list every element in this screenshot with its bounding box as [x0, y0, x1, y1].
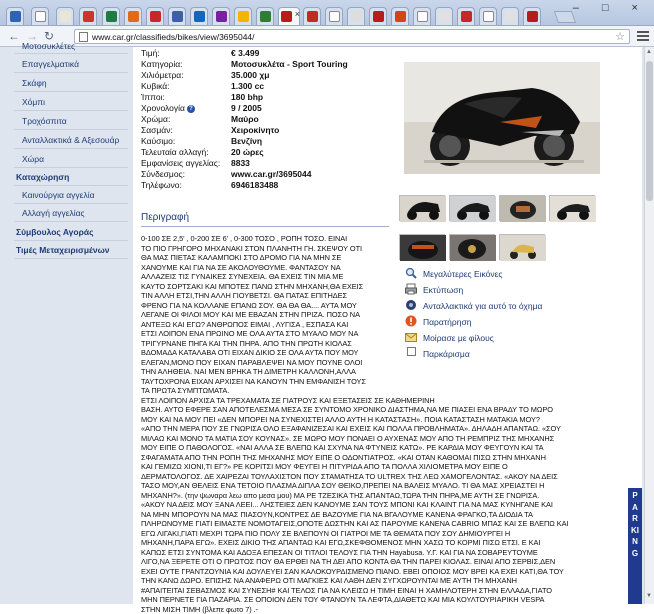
spec-label: Τηλέφωνο:	[141, 180, 182, 190]
main-photo[interactable]	[404, 62, 600, 174]
spec-year-label	[141, 103, 195, 113]
tab-favicon-icon	[35, 11, 46, 22]
browser-tab[interactable]	[256, 7, 274, 25]
description-line: ΕΛΕΓΑΝ,ΜΟΝΟ ΠΟΥ ΕΙΧΑΝ ΠΑΡΑΒΛΕΨΕΙ ΝΑ ΜΟΥ ΠΟΥΝΕ ΟΛΟΙ	[141, 358, 391, 368]
description-line: ΠΛΗΡΩΝΟΥΜΕ ΓΙΑΤΙ ΕΙΜΑΣΤΕ ΝΟΜΟΤΑΓΕΙΣ,ΟΠΟΤΕ ΔΩΣΤΗΝ ΚΑΙ ΑΣ ΠΑΡΟΥΜΕ ΚΑΝΕΝΑ CABRIO ΜΠΑΣ ΚΑΙ ΣΕ ΒΛΕΠΩ ΚΑΙ	[141, 519, 639, 529]
description-line: ΤΑΥΤΟΧΡΟΝΑ ΕΙΧΑΝ ΑΡΧΙΣΕΙ ΝΑ ΚΑΝΟΥΝ ΤΗΝ ΕΜΦΑΝΙΣΗ ΤΟΥΣ	[141, 377, 391, 387]
page-viewport	[0, 47, 644, 604]
browser-tab[interactable]	[124, 7, 142, 25]
motorcycle-thumbnail-image	[550, 196, 596, 222]
photo-thumbnail[interactable]	[499, 195, 545, 221]
spec-label: Σύνδεσμος:	[141, 169, 185, 179]
description-line: ΜΙΛΑΩ ΚΑΙ ΜΟΝΟ ΤΑ ΜΑΤΙΑ ΣΟΥ ΚΟΥΝΑΣ». ΣΕ ΜΩΡΟ ΜΟΥ ΠΟΝΑΕΙ Ο ΑΥΧΕΝΑΣ ΜΟΥ ΑΠΟ ΤΗ ΡΕΜΠΡΙΖ ΤΗΣ ΜΗΧΑΝΗΣ	[141, 434, 639, 444]
scroll-up-icon[interactable]: ▲	[646, 49, 652, 55]
description-line: ΝΑ ΜΗΝ ΜΠΟΡΟΥΝ ΝΑ ΜΑΣ ΠΙΑΣΟΥΝ,ΚΟΝΤΡΕΣ ΔΕ ΒΑΖΟΥΜΕ ΓΙΑ ΝΑ ΒΓΑΛΟΥΜΕ ΚΑΝΕΝΑ ΦΡΑΓΚΟ,ΤΑ ΔΙΟΔΙΑ ΤΑ	[141, 510, 639, 520]
photo-thumbnail[interactable]	[549, 195, 595, 221]
description-title: Περιγραφή	[141, 212, 189, 223]
parking-tab-label: PARKING	[631, 490, 639, 559]
sidebar-item-new-listing[interactable]: Καινούργια αγγελία	[22, 190, 95, 200]
browser-tab[interactable]	[479, 7, 497, 25]
larger-images-link[interactable]: Μεγαλύτερες Εικόνες	[423, 269, 503, 279]
browser-tab[interactable]	[146, 7, 164, 25]
spec-views-value: 8833	[231, 158, 250, 168]
page-icon	[79, 32, 88, 42]
spec-color-value: Μαύρο	[231, 114, 259, 124]
browser-tab[interactable]	[435, 7, 453, 25]
description-line: ΜΗΧΑΝΗ?». (την ψωναρα λεω απο μεσα μου) ΜΑ ΡΕ ΤΖΕΣΙΚΑ ΤΗΣ ΑΠΑΝΤΑΩ,ΤΩΡΑ ΤΗΝ ΠΗΡΑ,ΜΕ ΑΥΤΗ ΣΕ ΓΝΩΡΙΣΑ.	[141, 491, 639, 501]
scroll-down-icon[interactable]: ▼	[646, 593, 652, 599]
sidebar-item-country[interactable]: Χώρα	[22, 154, 44, 164]
browser-tab[interactable]	[501, 7, 519, 25]
tab-favicon-icon	[194, 11, 205, 22]
parking-checkbox-label[interactable]: Παρκάρισμα	[423, 349, 470, 359]
tab-favicon-icon	[216, 11, 227, 22]
tab-favicon-icon	[373, 11, 384, 22]
description-line: ΤΗΝ ΚΑΝΩ ΔΩΡΟ. ΕΠΙΣΗΣ ΝΑ ΑΝΑΦΕΡΩ ΟΤΙ ΜΑΓΚΙΕΣ ΚΑΙ ΛΑΘΗ ΔΕΝ ΣΥΓΧΩΡΟΥΝΤΑΙ ΜΕ ΑΥΤΗ ΤΗ ΜΗΧΑΝΗ	[141, 576, 639, 586]
spec-label: Τιμή:	[141, 48, 160, 58]
page-scrollbar[interactable]	[644, 47, 654, 604]
spec-category-value: Μοτοσυκλέτα - Sport Touring	[231, 59, 348, 69]
spec-price-value: € 3.499	[231, 48, 259, 58]
browser-tab[interactable]	[369, 7, 387, 25]
description-line: ΤΟ ΠΙΟ ΓΡΗΓΟΡΟ ΜΗΧΑΝΑΚΙ ΣΤΟΝ ΠΛΑΝΗΤΗ ΓΗ. ΣΚΕΨΟΥ ΟΤΙ	[141, 244, 391, 254]
sidebar-item-boats[interactable]: Σκάφη	[22, 78, 47, 88]
spec-fuel-value: Βενζίνη	[231, 136, 262, 146]
browser-toolbar	[0, 26, 654, 47]
description-line: ΧΑΝΟΥΜΕ ΚΑΙ ΓΙΑ ΝΑ ΣΕ ΑΚΟΛΟΥΘΟΥΜΕ. ΦΑΝΤΑΣΟΥ ΝΑ	[141, 263, 391, 273]
description-line: ΤΗΝ ΑΛΗΘΕΙΑ. ΝΑΙ ΜΕΝ ΒΡΗΚΑ ΤΗ ΔΙΜΕΤΡΗ ΚΑΛΛΟΝΗ,ΑΛΛΑ	[141, 367, 391, 377]
browser-tab[interactable]	[6, 7, 24, 25]
description-line: ΤΙΝ ΑΛΛΗ ΕΤΣΙ,ΤΗΝ ΑΛΛΗ ΓΙΟΥΒΕΤΣΙ. ΘΑ ΠΑΤΑΣ ΕΠΙΤΗΔΕΣ	[141, 291, 391, 301]
tab-favicon-icon	[439, 11, 450, 22]
spec-label: Κυβικά:	[141, 81, 170, 91]
tab-favicon-icon	[329, 11, 340, 22]
description-line: ΘΑ ΜΑΣ ΠΙΕΤΑΣ ΚΑΛΑΜΠΟΚΙ ΣΤΟ ΔΡΟΜΟ ΓΙΑ ΝΑ ΜΗΝ ΣΕ	[141, 253, 391, 263]
spec-label: Ίπποι:	[141, 92, 165, 102]
sidebar-divider	[14, 110, 128, 111]
sidebar-item-hobby[interactable]: Χόμπι	[22, 97, 45, 107]
tab-favicon-icon	[527, 11, 538, 22]
motorcycle-photo-image	[404, 62, 600, 174]
browser-tab[interactable]	[457, 7, 475, 25]
sidebar-item-bikes[interactable]: Μοτοσυκλέτες	[22, 41, 75, 51]
sidebar-link-buying-advisor[interactable]: Σύμβουλος Αγοράς	[16, 227, 94, 237]
bookmark-star-icon[interactable]: ☆	[615, 30, 625, 43]
spec-label: Καύσιμο:	[141, 136, 175, 146]
sidebar-divider	[14, 203, 128, 204]
tab-favicon-icon	[461, 11, 472, 22]
description-line: ΕΤΣΙ ΛΟΙΠΟΝ ΕΝΑ ΠΡΩΙΝΟ ΜΕ ΟΛΑ ΑΥΤΑ ΣΤΟ ΜΥΑΛΟ ΜΟΥ ΝΑ	[141, 329, 391, 339]
spec-label: Χιλιόμετρα:	[141, 70, 184, 80]
description-line: ΣΤΗΝ ΜΙΣΗ ΤΙΜΗ (βλεπε φωτο 7) .-	[141, 605, 639, 614]
browser-tab[interactable]	[102, 7, 120, 25]
address-bar-url[interactable]: www.car.gr/classifieds/bikes/view/3695044/	[92, 32, 255, 42]
spec-gearbox-value: Χειροκίνητο	[231, 125, 279, 135]
description-line: ΚΑΙ ΓΕΜΙΖΩ ΧΙΟΝΙ,ΤΙ ΕΓ?» ΡΕ ΚΟΡΙΤΣΙ ΜΟΥ ΦΕΥΓΕΙ Η ΠΙΤΥΡΙΔΑ ΑΠΟ ΤΑ ΠΟΛΛΑ ΧΙΛΙΟΜΕΤΡΑ ΜΟΥ ΕΙΠΕ Ο	[141, 462, 639, 472]
browser-tab[interactable]	[190, 7, 208, 25]
browser-tab[interactable]	[325, 7, 343, 25]
description-line: ΤΡΙΓΥΡΝΑΝΕ ΠΗΓΑ ΚΑΙ ΤΗΝ ΠΗΡΑ. ΑΠΟ ΤΗΝ ΠΡΩΤΗ ΚΙΟΛΑΣ	[141, 339, 391, 349]
sidebar-divider	[14, 53, 128, 54]
spec-cc-value: 1.300 cc	[231, 81, 264, 91]
sidebar	[0, 47, 130, 604]
sidebar-divider	[14, 91, 128, 92]
description-line: ΛΙΓΟ,ΝΑ ΞΕΡΕΤΕ ΟΤΙ Ο ΠΡΩΤΟΣ ΠΟΥ ΘΑ ΕΡΘΕΙ ΝΑ ΤΗ ΔΕΙ ΑΠΟ ΚΟΝΤΑ ΘΑ ΤΗΝ ΠΑΡΕΙ ΚΙΟΛΑΣ. ΕΙΝΑΙ ΑΠΟ ΣΕΡΒΙΣ,ΔΕΝ	[141, 557, 639, 567]
browser-tab[interactable]	[234, 7, 252, 25]
description-line: ΒΔΟΜΑΔΑ ΚΑΤΑΛΑΒΑ ΟΤΙ ΕΙΧΑΝ ΔΙΚΙΟ ΣΕ ΟΛΑ ΑΥΤΑ ΠΟΥ ΜΟΥ	[141, 348, 391, 358]
browser-tab[interactable]	[347, 7, 365, 25]
tab-favicon-icon	[483, 11, 494, 22]
description-line: ΛΕΓΑΝΕ ΟΙ ΦΙΛΟΙ ΜΟΥ ΚΑΙ ΜΕ ΕΒΑΖΑΝ ΣΤΗΝ ΠΡΙΖΑ. ΠΟΣΟ ΝΑ	[141, 310, 391, 320]
description-line: ΕΤΣΙ ΛΟΙΠΟΝ ΑΡΧΙΣΑ ΤΑ ΤΡΕΧΑΜΑΤΑ ΣΕ ΓΙΑΤΡΟΥΣ ΚΑΙ ΕΞΕΤΑΣΕΙΣ ΣΕ ΚΑΘΗΜΕΡΙΝΗ	[141, 396, 639, 406]
description-line: 0-100 ΣΕ 2,5' , 0-200 ΣΕ 6' , 0-300 ΤΟΣΟ , ΡΟΠΗ ΤΟΣΟ. ΕΙΝΑΙ	[141, 234, 391, 244]
spec-phone-value: 6946183488	[231, 180, 278, 190]
browser-menu-icon[interactable]	[637, 30, 649, 42]
tab-favicon-icon	[10, 11, 21, 22]
sidebar-item-caravans[interactable]: Τροχόσπιτα	[22, 116, 67, 126]
description-line: ΤΑΣΟ ΜΟΥ,ΑΝ ΘΕΛΕΙΣ ΕΝΑ ΤΕΤΟΙΟ ΠΛΑΣΜΑ ΔΙΠΛΑ ΣΟΥ ΘΕΙΚΟ,ΠΡΕΠΕΙ ΝΑ ΒΑΛΕΙΣ ΜΥΑΛΟ. ΤΙ ΘΑ ΜΑΣ ΧΡΕΙΑΣΤΕΙ Η	[141, 481, 639, 491]
tab-favicon-icon	[395, 11, 406, 22]
spec-label: Εμφανίσεις αγγελίας:	[141, 158, 220, 168]
browser-tab[interactable]	[56, 7, 74, 25]
tab-favicon-icon	[172, 11, 183, 22]
description-line: ΑΛΛΑΖΕΙΣ ΤΙΣ ΓΥΝΑΙΚΕΣ ΣΥΝΕΧΕΙΑ. ΘΑ ΕΧΕΙΣ ΤΙΝ ΜΙΑ ΜΕ	[141, 272, 391, 282]
reload-icon[interactable]: ↻	[44, 29, 54, 43]
photo-thumbnail[interactable]	[449, 195, 495, 221]
tab-favicon-icon	[260, 11, 271, 22]
sidebar-divider	[14, 185, 128, 186]
description-line: ΕΧΕΙ ΟΥΤΕ ΓΡΑΝΤΖΟΥΝΙΑ ΚΑΙ ΔΟΥΛΕΥΕΙ ΣΑΝ ΚΑΛΟΚΟΥΡΔΙΣΜΕΝΟ ΠΙΑΝΟ. ΕΒΕΙ ΟΠΟΙΟΣ ΜΟΥ ΒΡΕΙ ΚΑ ΕΧΕΙ ΚΑΤΙ,ΘΑ ΤΟΥ	[141, 567, 639, 577]
spec-link-value[interactable]: www.car.gr/3695044	[231, 169, 312, 179]
sidebar-divider	[14, 258, 128, 259]
parking-side-tab[interactable]	[628, 488, 642, 604]
description-line: ΜΟΥ ΕΙΠΕ Ο ΠΑΘΟΛΟΓΟΣ. «ΝΑΙ ΑΛΛΑ ΣΕ ΒΛΕΠΩ ΚΑΙ ΣΧΥΝΑ ΝΑ ΦΤΥΝΕΙΣ ΚΑΤΩ». ΡΕ ΚΑΡΔΙΑ ΜΟΥ ΦΕΥΓΟΥΝ ΚΑΙ ΤΑ	[141, 443, 639, 453]
tab-favicon-icon	[238, 11, 249, 22]
back-icon[interactable]: ←	[8, 29, 20, 43]
browser-tab[interactable]	[303, 7, 321, 25]
description-line: ΚΑΥΤΟ ΣΟΡΤΣΑΚΙ ΚΑΙ ΜΠΟΤΕΣ ΠΑΝΩ ΣΤΗΝ ΜΗΧΑΝΗ,ΘΑ ΕΧΕΙΣ	[141, 282, 391, 292]
browser-tab[interactable]	[212, 7, 230, 25]
motorcycle-thumbnail-image	[500, 196, 546, 222]
sidebar-item-edit-listing[interactable]: Αλλαγή αγγελίας	[22, 208, 85, 218]
photo-thumbnail[interactable]	[399, 195, 445, 221]
tab-favicon-icon	[505, 11, 516, 22]
parts-for-vehicle-link[interactable]: Ανταλλακτικά για αυτό το όχημα	[423, 301, 542, 311]
spec-mileage-value: 35.000 χμ	[231, 70, 269, 80]
description-line: ΣΦΑΓΑΜΑΤΑ ΑΠΟ ΤΗΝ ΡΟΠΗ ΤΗΣ ΜΗΧΑΝΗΣ ΜΟΥ ΕΙΠΕ Ο ΟΔΟΝΤΙΑΤΡΟΣ. «ΚΑΙ ΟΤΑΝ ΚΑΘΟΜΑΙ ΠΙΣΩ ΣΤΗΝ ΜΗΧΑΝΗ	[141, 453, 639, 463]
sidebar-divider	[14, 72, 128, 73]
description-line: ΔΕΡΜΑΤΟΛΟΓΟΣ. ΔΕ ΧΑΙΡΕΖΑΙ ΤΟΥΛΑΧΙΣΤΟΝ ΠΟΥ ΣΤΑΜΑΤΗΣΑ ΤΟ ULTREX ΤΗΣ ΛΕΩ ΧΑΜΟΓΕΛΟΝΤΑΣ. «ΑΚΟΥ ΝΑ ΔΕΙΣ	[141, 472, 639, 482]
tab-favicon-icon	[83, 11, 94, 22]
spec-label: Σασμάν:	[141, 125, 173, 135]
description-line: #ΑΠΑΙΤΕΙΤΑΙ ΣΕΒΑΣΜΟΣ ΚΑΙ ΣΥΝΕΣΗ# ΚΑΙ ΤΕΛΟΣ ΓΙΑ ΝΑ ΚΛΕΙΣΩ Η ΤΙΜΗ ΕΙΝΑΙ Η ΧΑΜΗΛΟΤΕΡΗ ΣΤΗΝ ΕΛΛΑΔΑ,ΓΙΑΤΟ	[141, 586, 639, 596]
description-line: ΜΗΝ ΠΕΡΝΕΤΕ ΓΙΑ ΠΑΖΑΡΙΑ. ΣΕ ΟΠΟΙΟΝ ΔΕΝ ΤΟΥ ΦΤΑΝΟΥΝ ΤΑ ΛΕΦΤΑ,ΔΙΑΘΕΤΩ ΚΑΙ ΜΙΑ ΚΟΥΛΤΟΥΡΙΑΡΙΚΗ VESPA	[141, 595, 639, 605]
sidebar-divider	[14, 129, 128, 130]
description-line: «ΑΠΟ ΤΗΝ ΜΕΡΑ ΠΟΥ ΣΕ ΓΝΩΡΙΣΑ ΟΛΟ ΕΞΑΦΑΝΙΖΕΣΑΙ ΚΑΙ ΕΧΕΙΣ ΚΑΙ ΠΟΛΛΑ ΠΡΟΒΛΗΜΑΤΑ». ΔΗΛΑΔΗ ΑΠΑΝΤΑΩ. «ΣΟΥ	[141, 424, 639, 434]
browser-tab[interactable]	[31, 7, 49, 25]
description-line: ΒΑΣΗ. ΑΥΤΟ ΕΦΕΡΕ ΣΑΝ ΑΠΟΤΕΛΕΣΜΑ ΜΕΣΑ ΣΕ ΣΥΝΤΟΜΟ ΧΡΟΝΙΚΟ ΔΙΑΣΤΗΜΑ,ΝΑ ΜΕ ΠΙΑΣΕΙ ΕΝΑ ΒΡΑΔΥ ΤΟ ΜΩΡΟ	[141, 405, 639, 415]
description-divider	[141, 226, 389, 227]
window-controls[interactable]: – □ ×	[573, 2, 648, 14]
tab-favicon-icon	[150, 11, 161, 22]
spec-year-value: 9 / 2005	[231, 103, 262, 113]
tab-favicon-icon	[281, 11, 292, 22]
sidebar-divider	[14, 167, 128, 168]
sidebar-divider	[14, 148, 128, 149]
browser-tab[interactable]	[523, 7, 541, 25]
report-link[interactable]: Παρατήρηση	[423, 317, 471, 327]
tab-favicon-icon	[60, 11, 71, 22]
browser-tab-active[interactable]	[278, 7, 300, 25]
share-with-friends-link[interactable]: Μοίρασε με φίλους	[423, 333, 494, 343]
browser-tab[interactable]	[391, 7, 409, 25]
sidebar-link-used-prices[interactable]: Τιμές Μεταχειρισμένων	[16, 245, 110, 255]
sidebar-divider	[14, 240, 128, 241]
description-line: ΑΝΤΕΞΩ ΚΑΙ ΕΓΩ? ΑΝΘΡΩΠΟΣ ΕΙΜΑΙ , ΛΥΓΙΣΑ , ΕΣΠΑΣΑ ΚΑΙ	[141, 320, 391, 330]
sidebar-divider	[14, 221, 128, 222]
browser-tab[interactable]	[79, 7, 97, 25]
description-line: ΚΑΠΩΣ ΕΤΣΙ ΣΥΝΤΟΜΑ ΚΑΙ ΑΔΟΞΑ ΕΠΕΣΑΝ ΟΙ ΤΙΤΛΟΙ ΤΕΛΟΥΣ ΓΙΑ ΤΗΝ Hayabusa. Υ.Γ. ΚΑΙ ΓΙΑ ΝΑ ΣΟΒΑΡΕΥΤΟΥΜΕ	[141, 548, 639, 558]
scrollbar-thumb[interactable]	[646, 61, 653, 201]
spec-last-change-value: 20 ώρες	[231, 147, 264, 157]
sidebar-item-professional[interactable]: Επαγγελματικά	[22, 59, 79, 69]
description-text	[141, 234, 639, 614]
tab-favicon-icon	[106, 11, 117, 22]
spec-label: Χρονολογία	[141, 103, 185, 113]
forward-icon[interactable]: →	[26, 29, 38, 43]
spec-label: Χρώμα:	[141, 114, 170, 124]
tab-favicon-icon	[307, 11, 318, 22]
description-line: ΜΗΧΑΝΗ,ΠΑΡΑ ΕΓΩ». ΕΧΕΙΣ ΔΙΚΙΟ ΤΗΣ ΑΠΑΝΤΑΩ ΚΑΙ ΕΓΩ,ΣΚΕΦΘΟΜΕΝΟΣ ΜΗΝ ΧΑΣΩ ΤΟ ΚΟΡΜΙ ΠΙΣΩ ΕΤΣΙ. Ε ΚΑΙ	[141, 538, 639, 548]
motorcycle-thumbnail-image	[450, 196, 496, 222]
sidebar-item-parts[interactable]: Ανταλλακτικά & Αξεσουάρ	[22, 135, 119, 145]
close-tab-icon[interactable]: ×	[295, 9, 300, 19]
motorcycle-thumbnail-image	[400, 196, 446, 222]
sidebar-section-listing[interactable]: Καταχώρηση	[16, 172, 69, 182]
spec-label: Τελευταία αλλαγή:	[141, 147, 209, 157]
listing-content	[133, 47, 642, 604]
browser-tab[interactable]	[168, 7, 186, 25]
address-bar[interactable]	[74, 29, 630, 44]
spec-hp-value: 180 bhp	[231, 92, 263, 102]
spec-label: Κατηγορία:	[141, 59, 183, 69]
browser-tab-strip	[0, 0, 654, 26]
help-icon[interactable]: ?	[187, 105, 195, 113]
tab-favicon-icon	[351, 11, 362, 22]
browser-tab[interactable]	[413, 7, 431, 25]
description-line: ΜΟΥ ΚΑΙ ΝΑ ΜΟΥ ΠΕΙ «ΔΕΝ ΜΠΟΡΕΙ ΝΑ ΣΥΝΕΧΙΣΤΕΙ ΑΛΛΟ ΑΥΤΗ Η ΚΑΤΑΣΤΑΣΗ». ΠΟΙΑ ΚΑΤΑΣΤΑΣΗ ΜΑΤΑΚΙΑ ΜΟΥ?	[141, 415, 639, 425]
description-line: «ΑΚΟΥ ΝΑ ΔΕΙΣ ΜΟΥ ΞΑΝΑ ΛΕΕΙ... ΛΗΣΤΕΙΕΣ ΔΕΝ ΚΑΝΟΥΜΕ ΣΑΝ ΤΟΥΣ ΜΠΟΝΙ ΚΑΙ ΚΛΑΙΝΤ ΓΙΑ ΝΑ ΜΑΣ ΚΥΝΗΓΑΝΕ ΚΑΙ	[141, 500, 639, 510]
tab-favicon-icon	[417, 11, 428, 22]
description-line: ΕΓΩ ΛΙΓΑΚΙ,ΓΙΑΤΙ ΜΕΧΡΙ ΤΩΡΑ ΠΙΟ ΠΟΛΥ ΣΕ ΒΛΕΠΟΥΝ ΟΙ ΓΙΑΤΡΟΙ ΜΕ ΤΑ ΘΕΜΑΤΑ ΠΟΥ ΣΟΥ ΔΗΜΙΟΥΡΓΕΙ Η	[141, 529, 639, 539]
print-link[interactable]: Εκτύπωση	[423, 285, 463, 295]
tab-favicon-icon	[128, 11, 139, 22]
description-line: ΦΡΕΝΟ ΓΙΑ ΝΑ ΚΟΛΛΑΝΕ ΕΠΑΝΩ ΣΟΥ. ΘΑ ΘΑ ΘΑ.... ΑΥΤΑ ΜΟΥ	[141, 301, 391, 311]
description-line: ΤΑ ΠΡΩΤΑ ΣΥΜΠΤΩΜΑΤΑ.	[141, 386, 391, 396]
